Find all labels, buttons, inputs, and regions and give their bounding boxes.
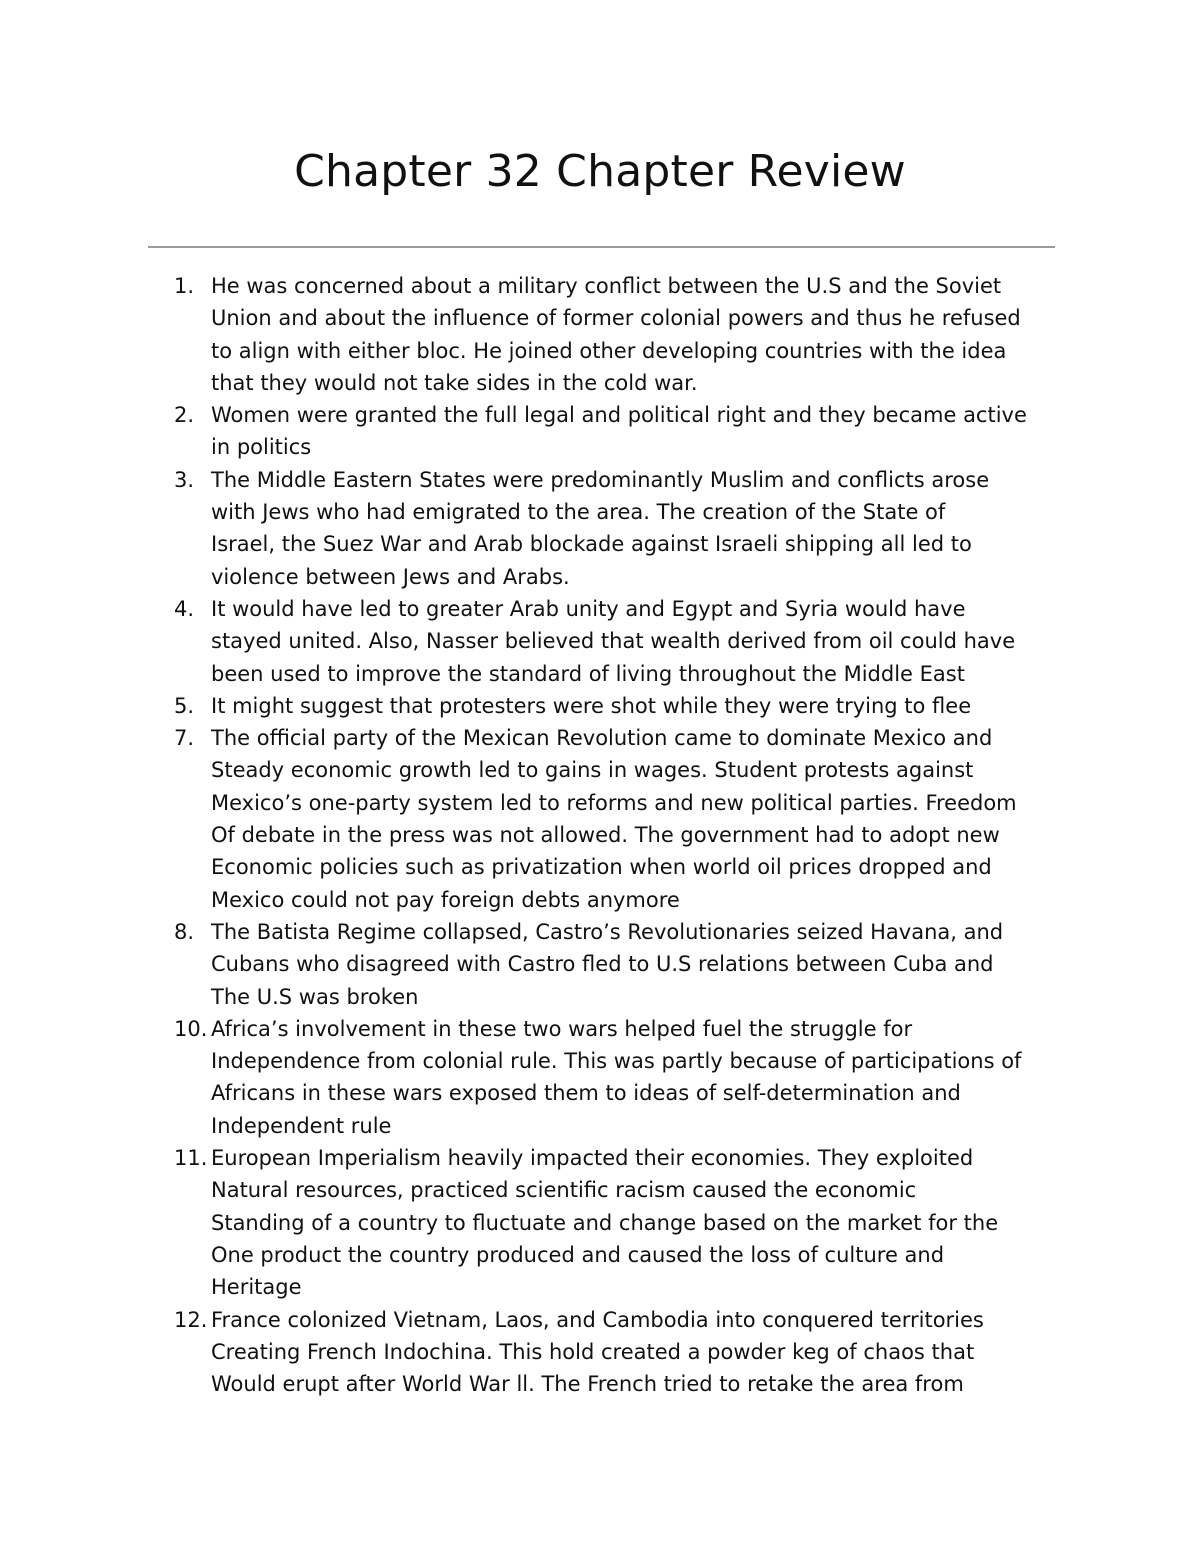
- answer-text-line: Africans in these wars exposed them to ideas of self-determination and: [211, 1081, 961, 1106]
- answer-item: [0, 464, 1071, 593]
- answer-text-line: He was concerned about a military conflict between the U.S and the Soviet: [211, 274, 1002, 298]
- answer-text-line: France colonized Vietnam, Laos, and Cambodia into conquered territories: [211, 1307, 984, 1332]
- answer-text-line: Heritage: [211, 1275, 302, 1300]
- answer-number: 7.: [174, 726, 195, 751]
- answer-text-line: The official party of the Mexican Revolution came to dominate Mexico and: [211, 726, 993, 751]
- answer-text-line: Natural resources, practiced scientific racism caused the economic: [211, 1178, 917, 1203]
- answer-item: [0, 690, 1071, 722]
- title-divider: [148, 246, 1055, 248]
- answer-text-line: Steady economic growth led to gains in wages. Student protests against: [211, 758, 974, 783]
- answer-number: 3.: [174, 467, 195, 492]
- answer-item: [0, 722, 1071, 916]
- answer-text-line: violence between Jews and Arabs.: [211, 564, 570, 589]
- answer-text-line: The Middle Eastern States were predominantly Muslim and conflicts arose: [211, 467, 990, 492]
- answer-item: [0, 399, 1071, 464]
- answer-number: 8.: [174, 919, 195, 944]
- answer-text-line: Women were granted the full legal and political right and they became active: [211, 403, 1027, 428]
- answer-text-line: Would erupt after World War ll. The French tried to retake the area from: [211, 1372, 964, 1397]
- page-title: Chapter 32 Chapter Review: [294, 146, 906, 197]
- answer-number: 12.: [174, 1307, 208, 1332]
- answer-text-line: Israel, the Suez War and Arab blockade against Israeli shipping all led to: [211, 532, 972, 557]
- answer-number: 11.: [174, 1146, 208, 1171]
- answer-text-line: been used to improve the standard of living throughout the Middle East: [211, 661, 965, 686]
- answer-text-line: European Imperialism heavily impacted their economies. They exploited: [211, 1146, 974, 1171]
- answer-text-line: Cubans who disagreed with Castro fled to U.S relations between Cuba and: [211, 952, 994, 977]
- answer-number: 2.: [174, 403, 195, 428]
- answer-text-line: Of debate in the press was not allowed. The government had to adopt new: [211, 823, 1000, 848]
- answer-text-line: that they would not take sides in the cold war.: [211, 370, 698, 395]
- answer-number: 4.: [174, 596, 195, 621]
- answer-text-line: Mexico could not pay foreign debts anymore: [211, 887, 680, 912]
- answer-text-line: One product the country produced and caused the loss of culture and: [211, 1242, 945, 1267]
- answer-number: 1.: [174, 274, 195, 298]
- answer-text-line: Creating French Indochina. This hold created a powder keg of chaos that: [211, 1339, 975, 1364]
- answer-text-line: Independent rule: [211, 1113, 392, 1138]
- answer-text-line: stayed united. Also, Nasser believed that wealth derived from oil could have: [211, 629, 1016, 654]
- answer-number: 10.: [174, 1016, 208, 1041]
- answer-text-line: Africa’s involvement in these two wars helped fuel the struggle for: [211, 1016, 913, 1041]
- answer-text-line: with Jews who had emigrated to the area. The creation of the State of: [211, 500, 946, 525]
- answer-item: [0, 1013, 1071, 1142]
- answer-text-line: Standing of a country to fluctuate and change based on the market for the: [211, 1210, 999, 1235]
- answer-item: [0, 916, 1071, 1013]
- answer-text-line: It might suggest that protesters were shot while they were trying to flee: [211, 693, 972, 718]
- answer-text-line: to align with either bloc. He joined other developing countries with the idea: [211, 338, 1007, 363]
- answer-text-line: Mexico’s one-party system led to reforms and new political parties. Freedom: [211, 790, 1017, 815]
- answer-item: [0, 270, 1071, 399]
- answer-text-line: in politics: [211, 435, 312, 460]
- answer-item: [0, 1142, 1071, 1303]
- answer-number: 5.: [174, 693, 195, 718]
- answer-text-line: Union and about the influence of former colonial powers and thus he refused: [211, 306, 1021, 331]
- answer-list: [0, 270, 1200, 1400]
- answer-item: [0, 593, 1071, 690]
- answer-text-line: Economic policies such as privatization when world oil prices dropped and: [211, 855, 992, 880]
- answer-text-line: It would have led to greater Arab unity and Egypt and Syria would have: [211, 596, 966, 621]
- answer-text-line: The Batista Regime collapsed, Castro’s Revolutionaries seized Havana, and: [211, 919, 1004, 944]
- answer-text-line: The U.S was broken: [211, 984, 419, 1009]
- answer-text-line: Independence from colonial rule. This was partly because of participations of: [211, 1049, 1022, 1074]
- answer-item: [0, 1304, 1071, 1401]
